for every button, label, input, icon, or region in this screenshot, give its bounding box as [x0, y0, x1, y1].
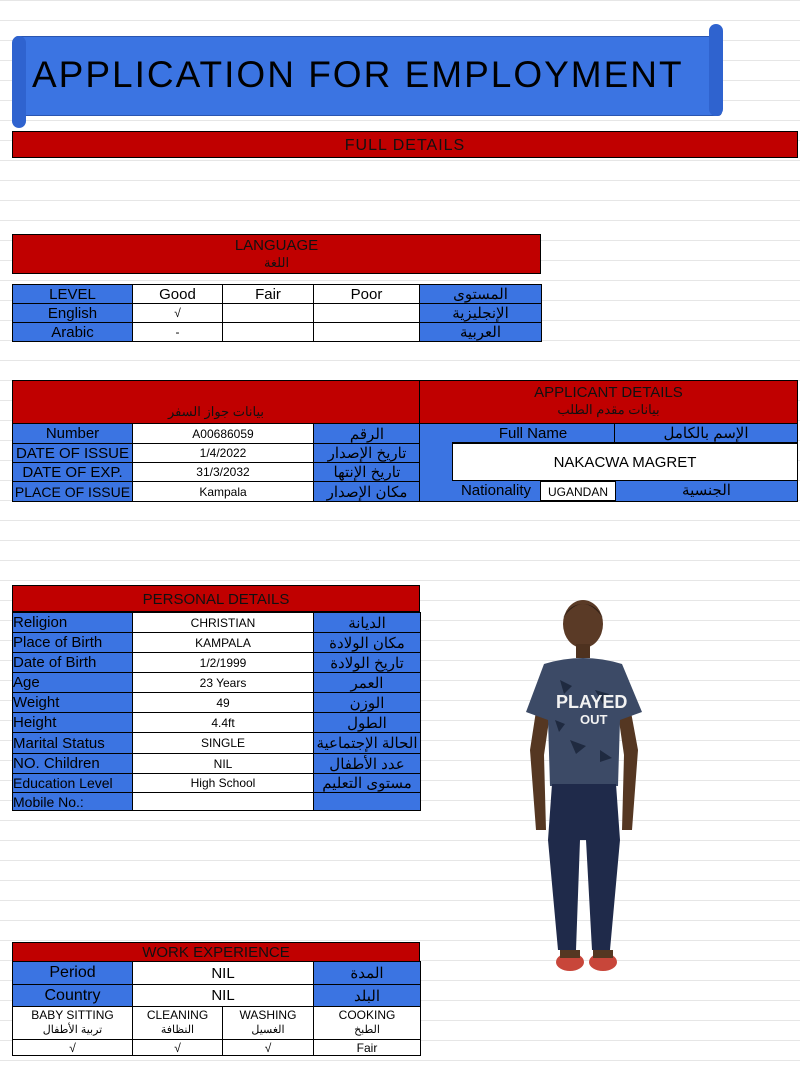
skill-label: CLEANING	[146, 1008, 209, 1022]
personal-label-ar: الطول	[314, 713, 421, 733]
good-header: Good	[133, 285, 223, 304]
table-row	[13, 482, 421, 502]
person-figure-icon	[500, 590, 670, 990]
language-header	[12, 234, 541, 274]
country-label-ar: البلد	[314, 985, 421, 1007]
table-row	[13, 463, 421, 482]
personal-label-ar: العمر	[314, 673, 421, 693]
language-poor-value	[314, 304, 420, 323]
passport-value: 1/4/2022	[133, 444, 314, 463]
passport-label: Number	[13, 424, 133, 444]
skill-cell	[314, 1007, 421, 1040]
personal-label: NO. Children	[13, 754, 133, 774]
applicant-header	[419, 380, 798, 424]
period-label: Period	[13, 962, 133, 985]
period-label-ar: المدة	[314, 962, 421, 985]
nationality-label: Nationality	[460, 482, 532, 499]
personal-label: Marital Status	[13, 733, 133, 754]
table-row	[13, 985, 421, 1007]
period-value: NIL	[133, 962, 314, 985]
language-name-ar: الإنجليزية	[420, 304, 542, 323]
skill-label-ar: تربية الأطفال	[42, 1024, 103, 1036]
language-poor-value	[314, 323, 420, 342]
work-experience-header: WORK EXPERIENCE	[12, 942, 420, 962]
personal-value: NIL	[133, 754, 314, 774]
personal-value: High School	[133, 774, 314, 793]
personal-label-ar: الحالة الإجتماعية	[314, 733, 421, 754]
language-good-value: √	[133, 304, 223, 323]
personal-value: KAMPALA	[133, 633, 314, 653]
poor-header: Poor	[314, 285, 420, 304]
table-row	[13, 713, 421, 733]
personal-label-ar: الديانة	[314, 613, 421, 633]
language-good-value: -	[133, 323, 223, 342]
language-name: English	[13, 304, 133, 323]
shirt-text-1: PLAYED	[556, 692, 628, 712]
passport-title-ar: بيانات جواز السفر	[167, 404, 265, 419]
table-row	[13, 444, 421, 463]
passport-value: 31/3/2032	[133, 463, 314, 482]
language-table	[12, 284, 542, 342]
work-experience-table	[12, 961, 421, 1056]
full-name-value: NAKACWA MAGRET	[452, 443, 798, 481]
skill-label-ar: الغسيل	[251, 1024, 285, 1036]
full-name-label-ar: الإسم بالكامل	[615, 424, 797, 443]
table-row	[13, 653, 421, 673]
table-row	[13, 962, 421, 985]
personal-label: Height	[13, 713, 133, 733]
page-title: APPLICATION FOR EMPLOYMENT	[32, 54, 684, 95]
passport-label-ar: تاريخ الإنتها	[314, 463, 421, 482]
personal-label: Education Level	[13, 774, 133, 793]
table-row	[13, 1007, 421, 1040]
language-title-ar: اللغة	[263, 255, 290, 270]
skill-mark: √	[13, 1040, 133, 1056]
applicant-title-en: APPLICANT DETAILS	[534, 384, 683, 401]
full-details-bar: FULL DETAILS	[12, 131, 798, 158]
passport-header	[12, 380, 420, 424]
passport-label-ar: مكان الإصدار	[314, 482, 421, 502]
personal-value: SINGLE	[133, 733, 314, 754]
applicant-title-ar: بيانات مقدم الطلب	[557, 402, 660, 417]
personal-value: CHRISTIAN	[133, 613, 314, 633]
skill-mark: Fair	[314, 1040, 421, 1056]
country-value: NIL	[133, 985, 314, 1007]
table-row	[13, 733, 421, 754]
skill-cell	[223, 1007, 314, 1040]
skill-cell	[133, 1007, 223, 1040]
language-row	[13, 323, 542, 342]
personal-label-ar: عدد الأطفال	[314, 754, 421, 774]
skill-label-ar: الطبخ	[354, 1024, 380, 1036]
personal-label-ar	[314, 793, 421, 811]
country-label: Country	[13, 985, 133, 1007]
passport-label: PLACE OF ISSUE	[13, 482, 133, 502]
table-row	[13, 693, 421, 713]
passport-label: DATE OF EXP.	[13, 463, 133, 482]
personal-label: Date of Birth	[13, 653, 133, 673]
passport-value: A00686059	[133, 424, 314, 444]
skill-label: COOKING	[338, 1008, 396, 1022]
nationality-value: UGANDAN	[540, 481, 616, 501]
personal-label-ar: تاريخ الولادة	[314, 653, 421, 673]
table-row	[13, 613, 421, 633]
shirt-text-2: OUT	[580, 712, 608, 727]
language-name-ar: العربية	[420, 323, 542, 342]
skill-mark: √	[133, 1040, 223, 1056]
level-header: LEVEL	[13, 285, 133, 304]
language-title-en: LANGUAGE	[234, 237, 319, 254]
skill-cell	[13, 1007, 133, 1040]
table-row	[13, 754, 421, 774]
language-fair-value	[223, 323, 314, 342]
personal-label: Age	[13, 673, 133, 693]
table-row	[13, 1040, 421, 1056]
passport-label: DATE OF ISSUE	[13, 444, 133, 463]
personal-label-ar: مكان الولادة	[314, 633, 421, 653]
language-fair-value	[223, 304, 314, 323]
passport-table	[12, 423, 421, 502]
passport-label-ar: تاريخ الإصدار	[314, 444, 421, 463]
personal-label: Mobile No.:	[13, 793, 133, 811]
language-row	[13, 304, 542, 323]
nationality-label-ar: الجنسية	[682, 482, 731, 499]
personal-label: Religion	[13, 613, 133, 633]
personal-value: 49	[133, 693, 314, 713]
personal-label-ar: مستوى التعليم	[314, 774, 421, 793]
table-row	[13, 673, 421, 693]
level-header-ar: المستوى	[420, 285, 542, 304]
personal-details-header: PERSONAL DETAILS	[12, 585, 420, 612]
fair-header: Fair	[223, 285, 314, 304]
table-row	[13, 774, 421, 793]
personal-value	[133, 793, 314, 811]
table-row	[13, 424, 421, 444]
personal-label: Weight	[13, 693, 133, 713]
personal-label-ar: الوزن	[314, 693, 421, 713]
personal-value: 1/2/1999	[133, 653, 314, 673]
table-row	[13, 633, 421, 653]
applicant-photo	[500, 590, 670, 990]
table-row	[13, 793, 421, 811]
passport-value: Kampala	[133, 482, 314, 502]
personal-label: Place of Birth	[13, 633, 133, 653]
skill-label-ar: النظافة	[160, 1024, 195, 1036]
language-name: Arabic	[13, 323, 133, 342]
personal-value: 4.4ft	[133, 713, 314, 733]
skill-label: WASHING	[239, 1008, 297, 1022]
personal-value: 23 Years	[133, 673, 314, 693]
full-name-label: Full Name	[452, 424, 615, 443]
personal-details-table	[12, 612, 421, 811]
skill-label: BABY SITTING	[31, 1008, 114, 1022]
skill-mark: √	[223, 1040, 314, 1056]
passport-label-ar: الرقم	[314, 424, 421, 444]
banner-scroll-curl-left	[12, 36, 26, 128]
